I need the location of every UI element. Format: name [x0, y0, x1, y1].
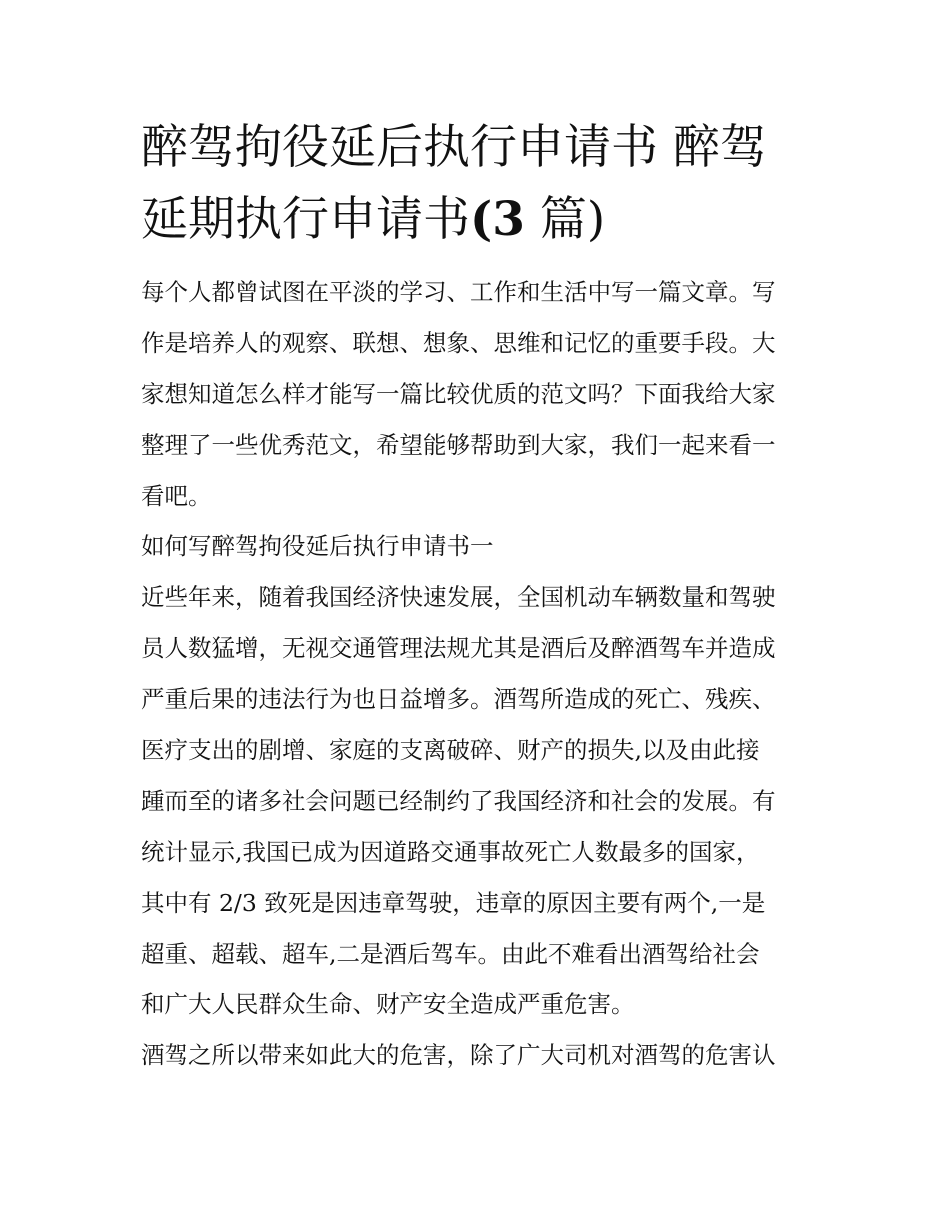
- body-line: 每个人都曾试图在平淡的学习、工作和生活中写一篇文章。写: [141, 278, 776, 306]
- document-title: [141, 112, 821, 256]
- body-line: 作是培养人的观察、联想、想象、思维和记忆的重要手段。大: [141, 328, 776, 357]
- body-line: 其中有 2/3 致死是因违章驾驶，违章的原因主要有两个,一是: [141, 888, 766, 917]
- body-line: 看吧。: [141, 481, 212, 510]
- body-line: 医疗支出的剧增、家庭的支离破碎、财产的损失,以及由此接: [141, 736, 760, 765]
- title-line-1: 醉驾拘役延后执行申请书 醉驾: [141, 120, 767, 175]
- body-line: 严重后果的违法行为也日益增多。酒驾所造成的死亡、残疾、: [141, 685, 776, 714]
- body-line: 员人数猛增，无视交通管理法规尤其是酒后及醉酒驾车并造成: [141, 634, 776, 663]
- body-line: 超重、超载、超车,二是酒后驾车。由此不难看出酒驾给社会: [141, 939, 760, 968]
- body-line: 近些年来，随着我国经济快速发展，全国机动车辆数量和驾驶: [141, 583, 776, 612]
- title-line-2-number: (3: [470, 192, 525, 247]
- body-line: 酒驾之所以带来如此大的危害，除了广大司机对酒驾的危害认: [141, 1041, 776, 1070]
- title-line-2-text: 延期执行申请书: [141, 192, 470, 247]
- body-line: 家想知道怎么样才能写一篇比较优质的范文吗？下面我给大家: [141, 379, 776, 408]
- body-line: 统计显示,我国已成为因道路交通事故死亡人数最多的国家，: [141, 837, 760, 866]
- title-line-2-suffix: 篇): [524, 192, 606, 247]
- body-line: 整理了一些优秀范文，希望能够帮助到大家，我们一起来看一: [141, 430, 776, 459]
- body-line: 和广大人民群众生命、财产安全造成严重危害。: [141, 990, 635, 1019]
- body-line: 踵而至的诸多社会问题已经制约了我国经济和社会的发展。有: [141, 786, 776, 815]
- document-body: [141, 267, 821, 1081]
- document-content: [141, 112, 821, 1081]
- title-line-2: [141, 184, 821, 256]
- section-heading: 如何写醉驾拘役延后执行申请书一: [141, 532, 494, 561]
